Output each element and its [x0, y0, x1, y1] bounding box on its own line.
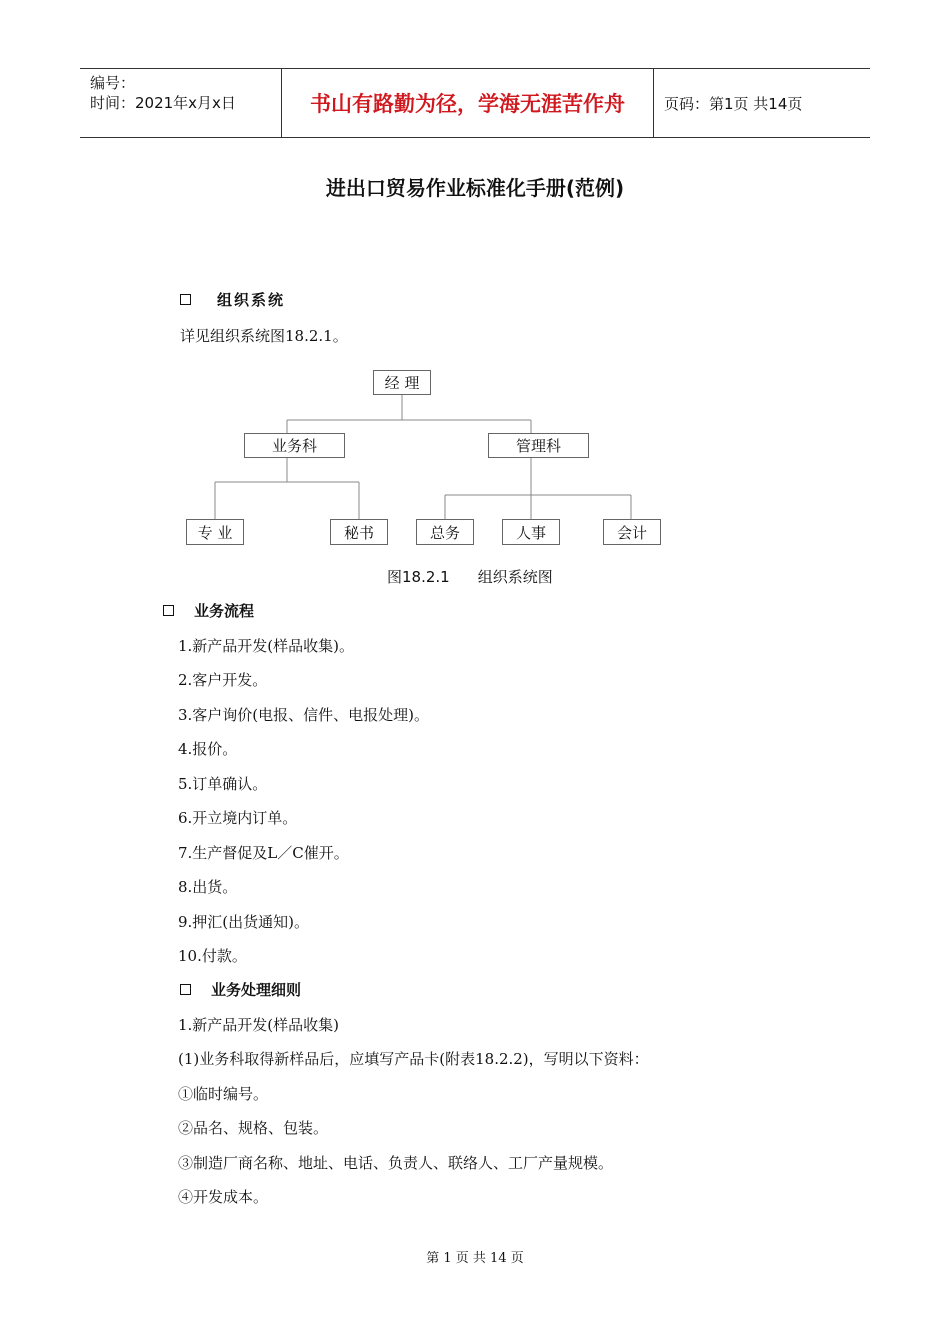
caption-text: 组织系统图	[477, 568, 553, 586]
flow-item: 4.报价。	[178, 740, 238, 758]
section-business-flow-heading	[163, 600, 254, 621]
checkbox-square-icon	[180, 984, 191, 995]
section-heading-text: 业务处理细则	[211, 981, 302, 999]
header-meta	[80, 69, 282, 137]
org-node-accounting: 会计	[603, 519, 661, 545]
header-page-info: 页码：第1页 共14页	[664, 94, 803, 113]
rules-line: (1)业务科取得新样品后，应填写产品卡(附表18.2.2)，写明以下资料：	[178, 1050, 649, 1068]
section-business-rules-heading	[180, 979, 301, 1000]
flow-item: 1.新产品开发(样品收集)。	[178, 637, 355, 655]
org-chart-caption	[387, 566, 553, 587]
caption-number: 图18.2.1	[387, 568, 450, 586]
section-org-system-heading	[180, 289, 285, 310]
flow-item: 8.出货。	[178, 878, 238, 896]
flow-item: 5.订单确认。	[178, 775, 268, 793]
time-label: 时间：2021年x月x日	[90, 94, 236, 112]
checkbox-square-icon	[180, 294, 191, 305]
org-node-manager: 经 理	[373, 370, 431, 395]
flow-item: 7.生产督促及L／C催开。	[178, 844, 349, 862]
org-node-admin-dept: 管理科	[488, 433, 589, 458]
rules-line: ③制造厂商名称、地址、电话、负责人、联络人、工厂产量规模。	[178, 1154, 614, 1172]
org-node-secretary: 秘书	[330, 519, 388, 545]
document-title: 进出口贸易作业标准化手册(范例)	[325, 176, 625, 200]
rules-line: ④开发成本。	[178, 1188, 269, 1206]
org-system-intro: 详见组织系统图18.2.1。	[180, 327, 348, 345]
org-node-general-affairs: 总务	[416, 519, 474, 545]
section-heading-text: 业务流程	[194, 602, 255, 620]
org-node-hr: 人事	[502, 519, 560, 545]
org-node-specialist: 专 业	[186, 519, 244, 545]
section-heading-text: 组织系统	[217, 291, 286, 309]
flow-item: 3.客户询价(电报、信件、电报处理)。	[178, 706, 430, 724]
flow-item: 10.付款。	[178, 947, 247, 965]
flow-item: 6.开立境内订单。	[178, 809, 298, 827]
page-footer: 第 1 页 共 14 页	[426, 1251, 524, 1266]
header-motto: 书山有路勤为径，学海无涯苦作舟	[282, 69, 654, 137]
checkbox-square-icon	[163, 605, 174, 616]
flow-item: 2.客户开发。	[178, 671, 268, 689]
flow-item: 9.押汇(出货通知)。	[178, 913, 310, 931]
rules-line: ①临时编号。	[178, 1085, 269, 1103]
header-table	[80, 68, 870, 138]
rules-line: 1.新产品开发(样品收集)	[178, 1016, 340, 1034]
rules-line: ②品名、规格、包装。	[178, 1119, 329, 1137]
serial-label: 编号：	[90, 74, 136, 92]
org-node-business-dept: 业务科	[244, 433, 345, 458]
